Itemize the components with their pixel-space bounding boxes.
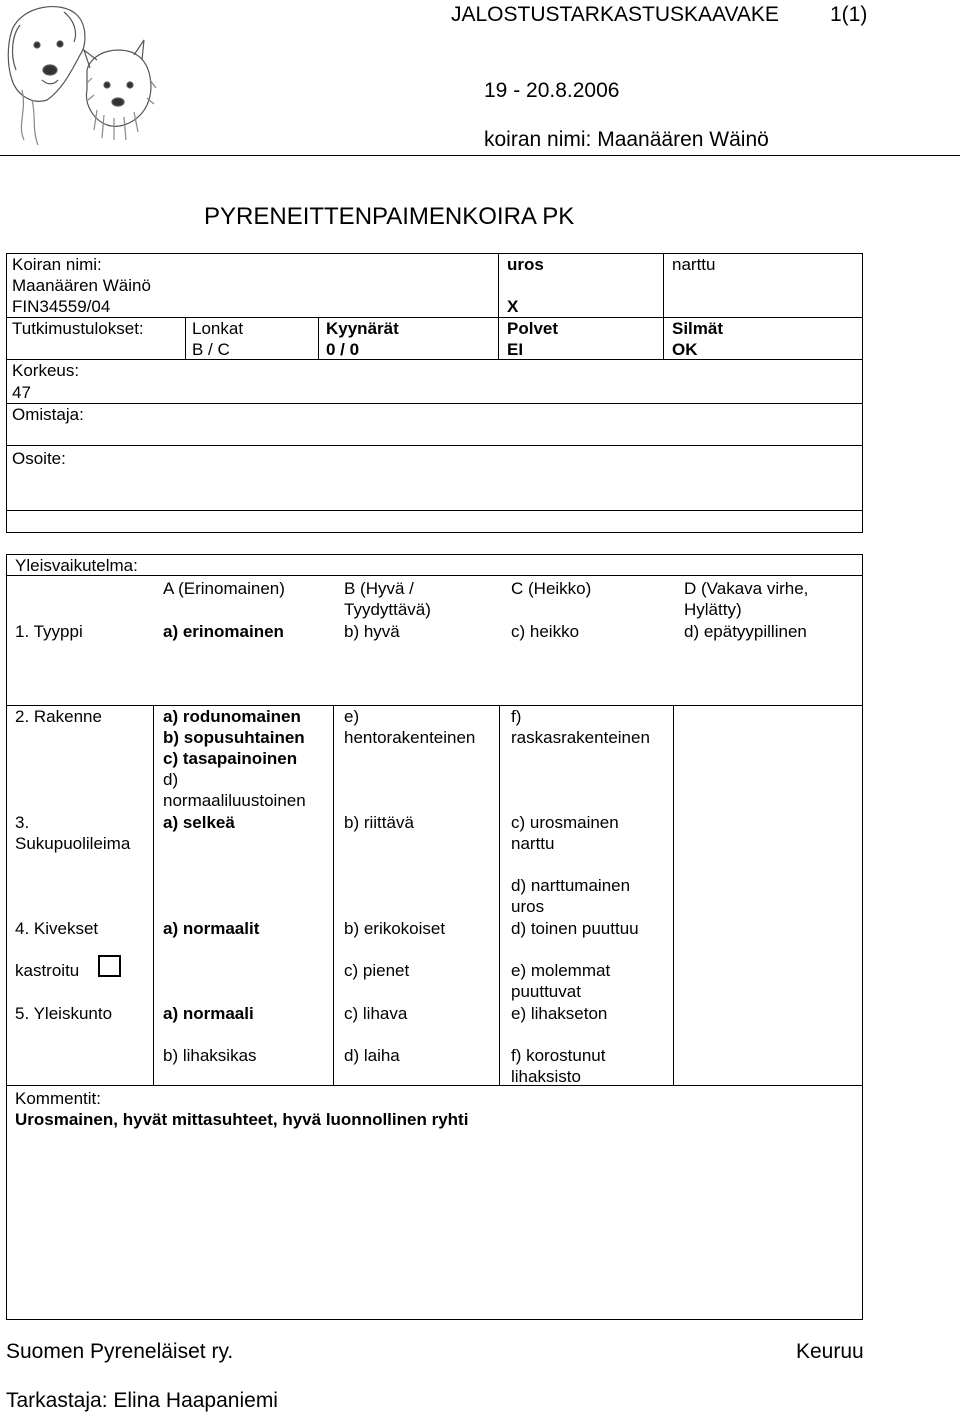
- sex-character-option-b: b) riittävä: [344, 813, 414, 832]
- condition-option-f-line1: f) korostunut: [511, 1046, 606, 1065]
- dog-heads-logo: [2, 0, 170, 150]
- knees-label: Polvet: [507, 319, 559, 338]
- testicles-option-e-line1: e) molemmat: [511, 961, 611, 980]
- grade-a: A (Erinomainen): [163, 579, 285, 598]
- dog-name-label: Koiran nimi:: [12, 255, 102, 274]
- structure-option-c: c) tasapainoinen: [163, 749, 298, 768]
- condition-option-a: a) normaali: [163, 1004, 254, 1023]
- height-label: Korkeus:: [12, 361, 80, 380]
- sex-character-option-d-line1: d) narttumainen: [511, 876, 631, 895]
- testicles-option-b: b) erikokoiset: [344, 919, 446, 938]
- hips-label: Lonkat: [192, 319, 244, 338]
- header-dog-name: koiran nimi: Maanäären Wäinö: [484, 128, 769, 151]
- condition-label: 5. Yleiskunto: [15, 1004, 113, 1023]
- elbows-label: Kyynärät: [326, 319, 399, 338]
- structure-option-a: a) rodunomainen: [163, 707, 301, 726]
- inspector-name: Tarkastaja: Elina Haapaniemi: [6, 1389, 278, 1412]
- sex-character-label-line2: Sukupuolileima: [15, 834, 131, 853]
- grade-b-line1: B (Hyvä /: [344, 579, 414, 598]
- structure-option-d-line1: d): [163, 770, 179, 789]
- hips-value: B / C: [192, 340, 230, 359]
- sex-character-option-c-line1: c) urosmainen: [511, 813, 619, 832]
- comments-label: Kommentit:: [15, 1089, 101, 1108]
- condition-option-c: c) lihava: [344, 1004, 408, 1023]
- testicles-option-a: a) normaalit: [163, 919, 260, 938]
- condition-option-e: e) lihakseton: [511, 1004, 608, 1023]
- sex-character-option-a: a) selkeä: [163, 813, 235, 832]
- condition-option-b: b) lihaksikas: [163, 1046, 257, 1065]
- sex-character-option-d-line2: uros: [511, 897, 545, 916]
- eyes-value: OK: [672, 340, 698, 359]
- height-value: 47: [12, 383, 31, 402]
- type-option-a: a) erinomainen: [163, 622, 284, 641]
- sex-character-label-line1: 3.: [15, 813, 30, 832]
- condition-option-f-line2: lihaksisto: [511, 1067, 581, 1086]
- grade-c: C (Heikko): [511, 579, 592, 598]
- structure-option-e-line1: e): [344, 707, 360, 726]
- page-number: 1(1): [830, 3, 868, 26]
- structure-option-d-line2: normaaliluustoinen: [163, 791, 306, 810]
- eyes-label: Silmät: [672, 319, 724, 338]
- dog-name-value: Maanäären Wäinö: [12, 276, 151, 295]
- testicles-option-c: c) pienet: [344, 961, 410, 980]
- castrated-label: kastroitu: [15, 961, 80, 980]
- castrated-checkbox[interactable]: [98, 955, 121, 977]
- structure-option-b: b) sopusuhtainen: [163, 728, 305, 747]
- grade-d-line1: D (Vakava virhe,: [684, 579, 809, 598]
- registration-number: FIN34559/04: [12, 297, 111, 316]
- sex-character-option-c-line2: narttu: [511, 834, 555, 853]
- breed-title: PYRENEITTENPAIMENKOIRA PK: [204, 203, 575, 230]
- event-date: 19 - 20.8.2006: [484, 79, 620, 102]
- form-title: JALOSTUSTARKASTUSKAAVAKE: [451, 3, 779, 26]
- testicles-option-d: d) toinen puuttuu: [511, 919, 639, 938]
- results-label: Tutkimustulokset:: [12, 319, 144, 338]
- sex-female-label: narttu: [672, 255, 716, 274]
- header-divider: [0, 155, 960, 156]
- structure-option-e-line2: hentorakenteinen: [344, 728, 476, 747]
- comments-text: Urosmainen, hyvät mittasuhteet, hyvä luonnollinen ryhti: [15, 1110, 469, 1129]
- structure-label: 2. Rakenne: [15, 707, 102, 726]
- type-label: 1. Tyyppi: [15, 622, 83, 641]
- type-option-b: b) hyvä: [344, 622, 400, 641]
- type-option-c: c) heikko: [511, 622, 580, 641]
- structure-option-f-line1: f): [511, 707, 522, 726]
- grade-d-line2: Hylätty): [684, 600, 742, 619]
- owner-label: Omistaja:: [12, 405, 84, 424]
- testicles-label: 4. Kivekset: [15, 919, 99, 938]
- condition-option-d: d) laiha: [344, 1046, 400, 1065]
- type-option-d: d) epätyypillinen: [684, 622, 807, 641]
- sex-male-label: uros: [507, 255, 544, 274]
- event-place: Keuruu: [796, 1340, 864, 1363]
- structure-option-f-line2: raskasrakenteinen: [511, 728, 650, 747]
- grade-b-line2: Tyydyttävä): [344, 600, 431, 619]
- sex-male-mark: X: [507, 297, 519, 316]
- club-name: Suomen Pyreneläiset ry.: [6, 1340, 234, 1363]
- address-label: Osoite:: [12, 449, 66, 468]
- knees-value: EI: [507, 340, 524, 359]
- overall-impression-label: Yleisvaikutelma:: [15, 556, 138, 575]
- testicles-option-e-line2: puuttuvat: [511, 982, 581, 1001]
- elbows-value: 0 / 0: [326, 340, 360, 359]
